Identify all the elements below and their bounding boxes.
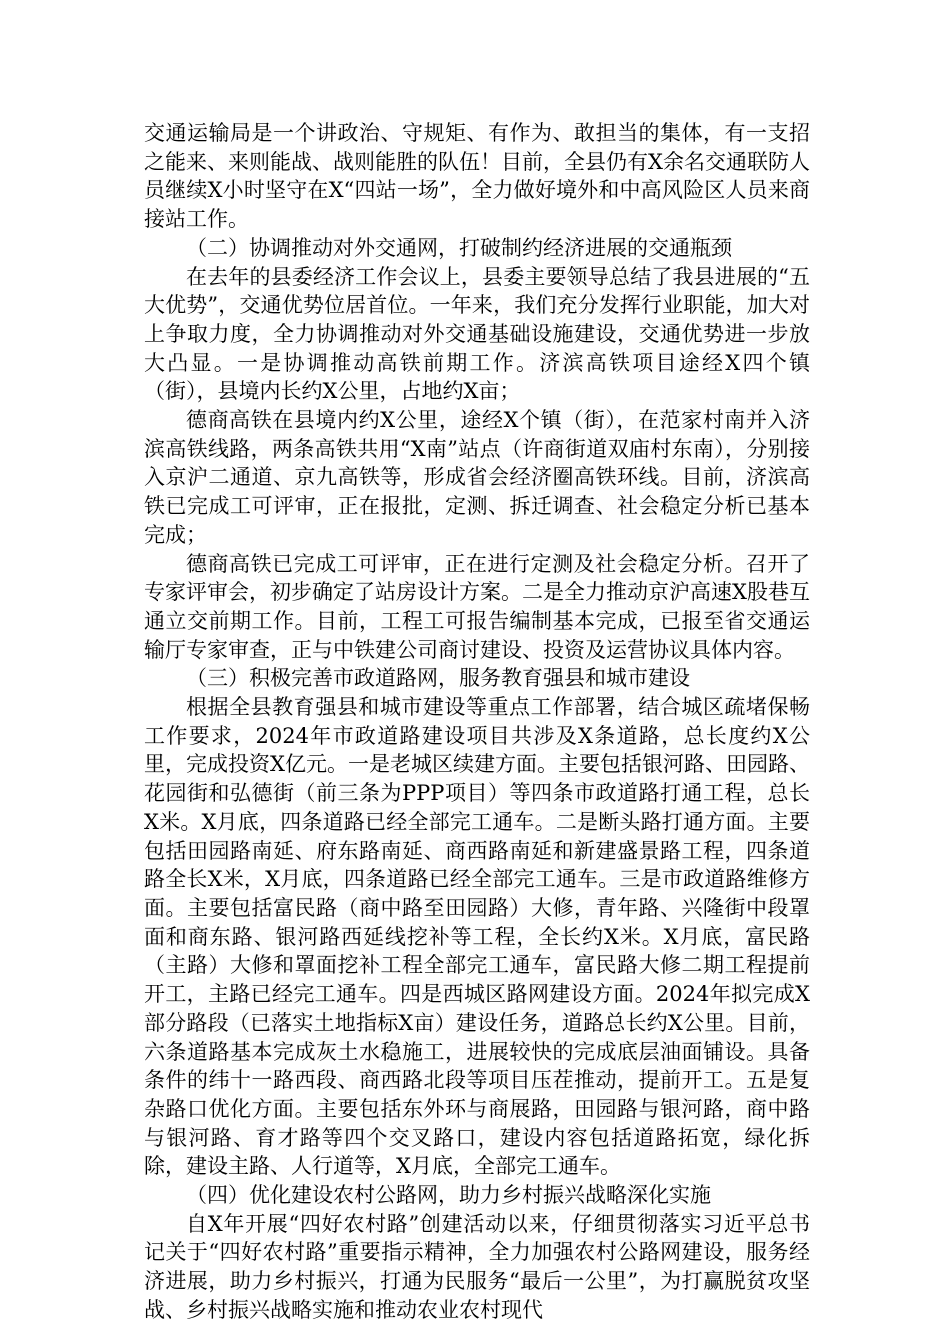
paragraph-5: 根据全县教育强县和城市建设等重点工作部署，结合城区疏堵保畅工作要求，2024年市政道路建设项目共涉及X条道路，总长度约X公里，完成投资X亿元。一是老城区续建方面。主要包括银河路、田园路、花园街和弘德街（前三条为PPP项目）等四条市政道路打通工程，总长X米。X月底，四条道路已经全部完工通车。二是断头路打通方面。主要包括田园路南延、府东路南延、商西路南延和新建盛景路工程，四条道路全长X米，X月底，四条道路已经全部完工通车。三是市政道路维修方面。主要包括富民路（商中路至田园路）大修，青年路、兴隆街中段罩面和商东路、银河路西延线挖补等工程，全长约X米。X月底，富民路（主路）大修和罩面挖补工程全部完工通车，富民路大修二期工程提前开工，主路已经完工通车。四是西城区路网建设方面。2024年拟完成X部分路段（已落实土地指标X亩）建设任务，道路总长约X公里。目前，六条道路基本完成灰土水稳施工，进展较快的完成底层油面铺设。具备条件的纬十一路西段、商西路北段等项目压茬推动，提前开工。五是复杂路口优化方面。主要包括东外环与商展路，田园路与银河路，商中路与银河路、育才路等四个交叉路口，建设内容包括道路拓宽，绿化拆除，建设主路、人行道等，X月底，全部完工通车。 xyxy=(144,695,810,1179)
paragraph-1: 交通运输局是一个讲政治、守规矩、有作为、敢担当的集体，有一支招之能来、来则能战、战则能胜的队伍！目前，全县仍有X余名交通联防人员继续X小时坚守在X“四站一场”，全力做好境外和中高风险区人员来商接站工作。 xyxy=(144,121,810,232)
paragraph-6: 自X年开展“四好农村路”创建活动以来，仔细贯彻落实习近平总书记关于“四好农村路”重要指示精神，全力加强农村公路网建设，服务经济进展，助力乡村振兴，打通为民服务“最后一公里”，为打赢脱贫攻坚战、乡村振兴战略实施和推动农业农村现代 xyxy=(144,1211,810,1322)
paragraph-3: 德商高铁在县境内约X公里，途经X个镇（街），在范家村南并入济滨高铁线路，两条高铁共用“X南”站点（许商街道双庙村东南），分别接入京沪二通道、京九高铁等，形成省会经济圈高铁环线。目前，济滨高铁已完成工可评审，正在报批，定测、拆迁调查、社会稳定分析已基本完成； xyxy=(144,408,810,547)
paragraph-2: 在去年的县委经济工作会议上，县委主要领导总结了我县进展的“五大优势”，交通优势位居首位。一年来，我们充分发挥行业职能，加大对上争取力度，全力协调推动对外交通基础设施建设，交通优势进一步放大凸显。一是协调推动高铁前期工作。济滨高铁项目途经X四个镇（街），县境内长约X公里，占地约X亩； xyxy=(144,264,810,404)
section-heading-3: （三）积极完善市政道路网，服务教育强县和城市建设 xyxy=(186,666,690,691)
section-heading-2: （二）协调推动对外交通网，打破制约经济进展的交通瓶颈 xyxy=(186,235,732,260)
document-page xyxy=(144,119,810,1325)
paragraph-4: 德商高铁已完成工可评审，正在进行定测及社会稳定分析。召开了专家评审会，初步确定了站房设计方案。二是全力推动京沪高速X股巷互通立交前期工作。目前，工程工可报告编制基本完成，已报至省交通运输厅专家审查，正与中铁建公司商讨建设、投资及运营协议具体内容。 xyxy=(144,551,810,662)
section-heading-4: （四）优化建设农村公路网，助力乡村振兴战略深化实施 xyxy=(186,1183,711,1208)
